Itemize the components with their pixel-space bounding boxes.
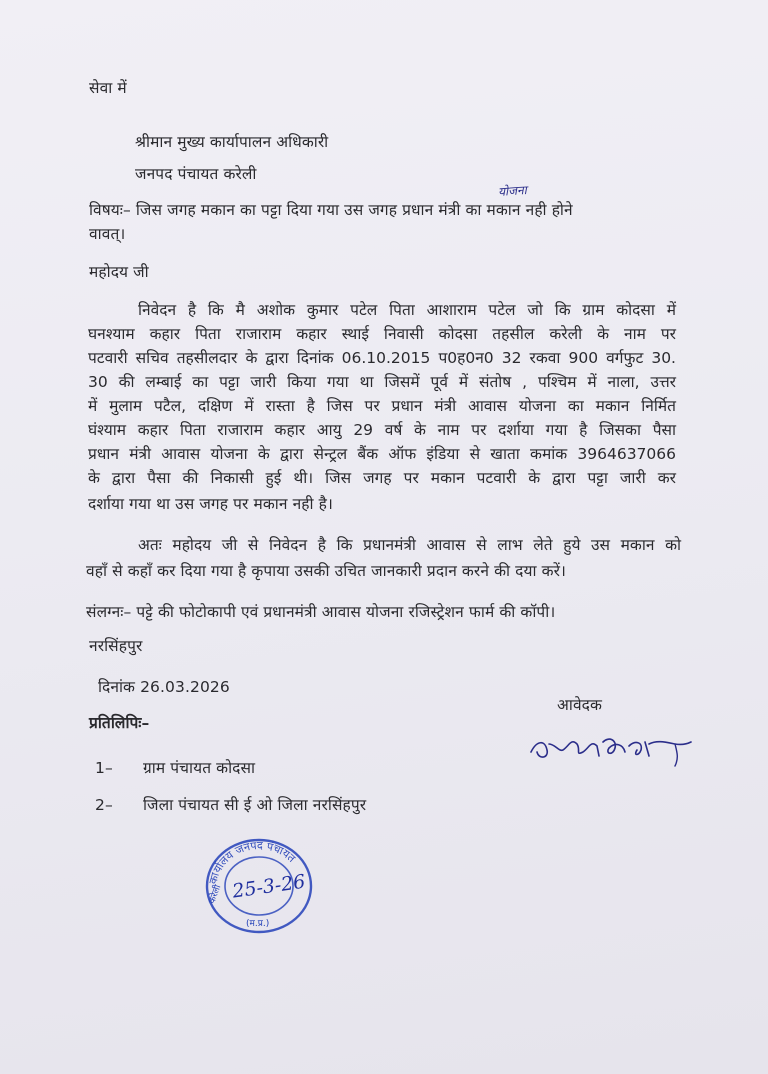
body-line-2: घनश्याम कहार पिता राजाराम कहार स्थाई निवासी कोदसा तहसील करेली के नाम पर [88,325,676,343]
salutation-to: सेवा में [89,79,127,97]
applicant-label: आवेदक [557,696,602,714]
body-line-7: प्रधान मंत्री आवास योजना के द्वारा सेन्ट्रल बैंक ऑफ इंडिया से खाता कमांक 3964637066 [88,445,676,463]
subject-line-1: विषयः– जिस जगह मकान का पट्टा दिया गया उस जगह प्रधान मंत्री का मकान नही होने [89,201,573,219]
copy-to-item-2: जिला पंचायत सी ई ओ जिला नरसिंहपुर [143,796,367,814]
recipient-line-2: जनपद पंचायत करेली [135,165,257,183]
recipient-line-1: श्रीमान मुख्य कार्यापालन अधिकारी [135,133,329,151]
stamp-place-text: करेली [207,883,224,906]
body-line-8: के द्वारा पैसा की निकासी हुई थी। जिस जगह पर मकान पटवारी के द्वारा पट्टा जारी कर [88,469,676,487]
applicant-signature [525,722,700,770]
body-line-5: में मुलाम पटैल, दक्षिण में रास्ता है जिस पर प्रधान मंत्री आवास योजना का मकान निर्मित [88,397,676,415]
copy-to-item-1: ग्राम पंचायत कोदसा [143,759,256,777]
date-line: दिनांक 26.03.2026 [98,678,230,696]
body-line-6: घंश्याम कहार पिता राजाराम कहार आयु 29 वर्ष के नाम पर दर्शाया गया है जिसका पैसा [88,421,676,439]
copy-to-number-1: 1– [95,759,113,777]
stamp-handwritten-date: 25-3-26 [231,870,307,903]
place: नरसिंहपुर [89,637,143,655]
stamp-outer-text: कार्यालय जनपद पंचायत [206,839,299,886]
request-line-1: अतः महोदय जी से निवेदन है कि प्रधानमंत्री आवास से लाभ लेते हुये उस मकान को [138,536,681,554]
office-seal-stamp [196,832,322,936]
subject-line-2: वावत्। [89,225,126,243]
body-line-3: पटवारी सचिव तहसीलदार के द्वारा दिनांक 06.10.2015 प0ह0न0 32 रकवा 900 वर्गफुट 30. [88,349,676,367]
copy-to-number-2: 2– [95,796,113,814]
subject-handwritten-insert: योजना [497,183,528,199]
body-line-4: 30 की लम्बाई का पट्टा जारी किया गया था जिसमें पूर्व में संतोष , पश्चिम में नाला, उत्तर [88,373,676,391]
greeting: महोदय जी [89,263,149,281]
request-line-2: वहाँ से कहाँ कर दिया गया है कृपाया उसकी उचित जानकारी प्रदान करने की दया करें। [86,562,567,580]
copy-to-label: प्रतिलिपिः– [89,714,150,732]
body-line-1: निवेदन है कि मै अशोक कुमार पटेल पिता आशाराम पटेल जो कि ग्राम कोदसा में [138,301,676,319]
stamp-state-text: (म.प्र.) [246,919,270,929]
body-line-9: दर्शाया गया था उस जगह पर मकान नही है। [88,495,333,513]
enclosure-line: संलग्नः– पट्टे की फोटोकापी एवं प्रधानमंत्री आवास योजना रजिस्ट्रेशन फार्म की कॉपी। [86,603,556,621]
